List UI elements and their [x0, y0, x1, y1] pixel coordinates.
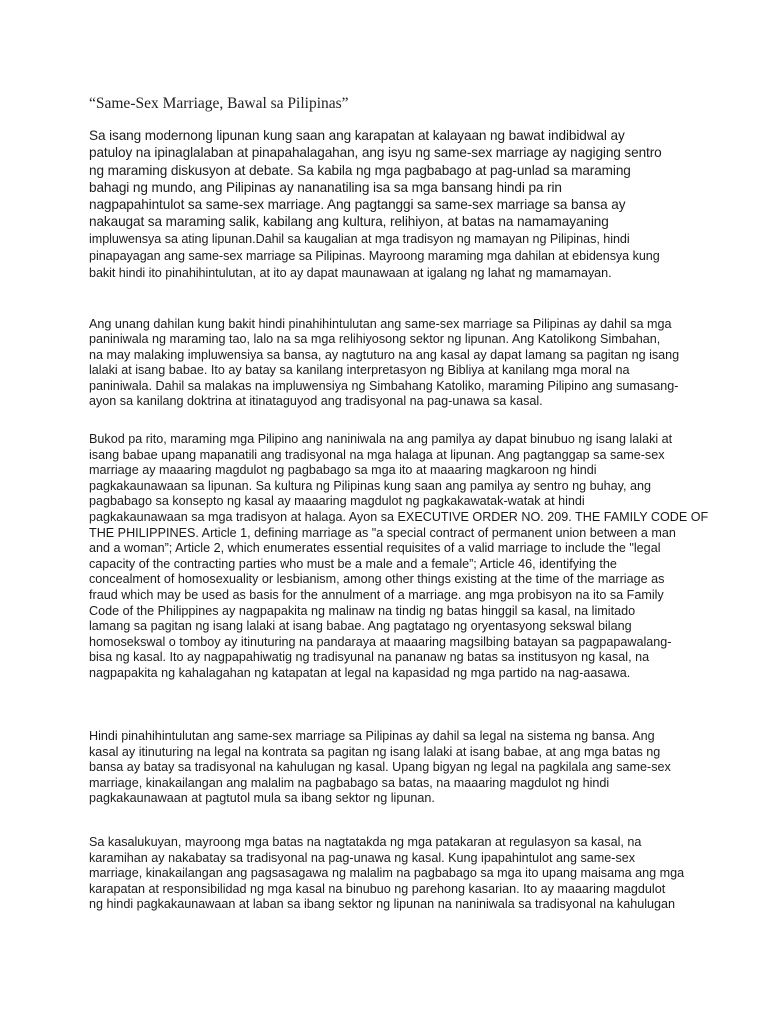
text-line: homosekswal o tomboy ay itinuturing na pandaraya at maaaring magsilbing batayan sa pagpapawalang-	[89, 634, 672, 649]
text-line: kasal ay itinuturing na legal na kontrata sa pagitan ng isang lalaki at isang babae, at ang mga batas ng	[89, 744, 661, 759]
text-line: THE PHILIPPINES. Article 1, defining marriage as "a special contract of permanent union between a man	[89, 525, 676, 540]
text-line: Hindi pinahihintulutan ang same-sex marriage sa Pilipinas ay dahil sa legal na sistema ng bansa. Ang	[89, 729, 655, 743]
text-line: Code of the Philippines ay nagpapakita ng malinaw na tindig ng batas hinggil sa kasal, na limitado	[89, 603, 636, 618]
text-line: bansa ay batay sa tradisyonal na kahulugan ng kasal. Upang bigyan ng legal na pagkilala ang same-sex	[89, 760, 671, 775]
text-line: isang babae upang mapanatili ang tradisyonal na mga halaga at lipunan. Ang pagtanggap sa same-sex	[89, 447, 665, 462]
text-line: bakit hindi ito pinahihintulutan, at ito ay dapat maunawaan at igalang ng lahat ng mamamayan.	[89, 266, 612, 281]
text-line: na may malaking impluwensiya sa bansa, ay nagtuturo na ang kasal ay dapat lamang sa pagitan ng isang	[89, 347, 680, 362]
text-line: pinapayagan ang same-sex marriage sa Pilipinas. Mayroong maraming mga dahilan at ebidensya kung	[89, 249, 660, 264]
text-line: Sa isang modernong lipunan kung saan ang karapatan at kalayaan ng bawat indibidwal ay	[89, 128, 625, 143]
paragraph-introduction	[89, 127, 689, 283]
text-line: marriage, kinakailangan ang malalim na pagbabago sa batas, na maaaring magdulot ng hindi	[89, 775, 610, 790]
text-line: marriage, kinakailangan ang pagsasagawa ng malalim na pagbabago sa mga ito upang maisama ang mga	[89, 866, 685, 881]
text-line: karapatan at responsibilidad ng mga kasal na binubuo ng parehong kasarian. Ito ay maaaring magdulot	[89, 881, 666, 896]
text-line: marriage ay maaaring magdulot ng pagbabago sa mga ito at maaaring magkaroon ng hindi	[89, 463, 597, 478]
text-line: bisa ng kasal. Ito ay nagpapahiwatig ng tradisyunal na pananaw ng batas sa institusyon ng kasal, na	[89, 650, 650, 665]
paragraph-religious-beliefs	[89, 317, 689, 409]
text-line: lamang sa pagitan ng isang lalaki at isang babae. Ang pagtatago ng oryentasyong sekswal bilang	[89, 619, 632, 634]
text-line: lalaki at isang babae. Ito ay batay sa kanilang interpretasyon ng Bibliya at kanilang mga moral na	[89, 363, 630, 378]
text-line: ng hindi pagkakaunawaan at laban sa ibang sektor ng lipunan na naniniwala sa tradisyonal na kahulugan	[89, 897, 676, 912]
text-line: concealment of homosexuality or lesbianism, among other things existing at the time of the marriage as	[89, 572, 665, 587]
paragraph-family-code	[89, 432, 709, 682]
text-line: paniniwala ng maraming tao, lalo na sa mga relihiyosong sektor ng lipunan. Ang Katolikong Simbahan,	[89, 332, 661, 347]
text-line: pagkakaunawaan sa mga tradisyon at halaga. Ayon sa EXECUTIVE ORDER NO. 209. THE FAMILY CODE OF	[89, 509, 709, 524]
text-line: Sa kasalukuyan, mayroong mga batas na nagtatakda ng mga patakaran at regulasyon sa kasal, na	[89, 835, 642, 849]
text-line: nagpapahintulot sa same-sex marriage. Ang pagtanggi sa same-sex marriage sa bansa ay	[89, 197, 626, 213]
text-line: nakaugat sa maraming salik, kabilang ang kultura, relihiyon, at batas na namamayaning	[89, 214, 609, 230]
text-line: bahagi ng mundo, ang Pilipinas ay nananatiling isa sa mga bansang hindi pa rin	[89, 179, 562, 195]
text-line: ng maraming diskusyon at debate. Sa kabila ng mga pagbabago at pag-unlad sa maraming	[89, 162, 631, 178]
text-line: and a woman”; Article 2, which enumerates essential requisites of a valid marriage to include the "legal	[89, 541, 661, 556]
text-line: Bukod pa rito, maraming mga Pilipino ang naniniwala na ang pamilya ay dapat binubuo ng isang lalaki at	[89, 432, 673, 446]
text-line: pagkakaunawaan at pagtutol mula sa ibang sektor ng lipunan.	[89, 791, 435, 806]
text-line: paniniwala. Dahil sa malakas na impluwensiya ng Simbahang Katoliko, maraming Pilipino ang sumasang-	[89, 378, 679, 393]
text-line: impluwensya sa ating lipunan.Dahil sa kaugalian at mga tradisyon ng mamayan ng Pilipinas, hindi	[89, 231, 630, 246]
text-line: karamihan ay nakabatay sa tradisyonal na pag-unawa ng kasal. Kung ipapahintulot ang same-sex	[89, 850, 636, 865]
text-line: ayon sa kanilang doktrina at itinataguyod ang tradisyonal na pag-unawa sa kasal.	[89, 394, 543, 409]
paragraph-current-laws	[89, 835, 689, 913]
text-line: capacity of the contracting parties who must be a male and a female”; Article 46, identifying the	[89, 556, 617, 571]
document-title: “Same-Sex Marriage, Bawal sa Pilipinas”	[89, 95, 349, 112]
text-line: nagpapakita ng kahalagahan ng katapatan at legal na kapasidad ng mga partido na nag-aasawa.	[89, 665, 631, 680]
text-line: pagkakaunawaan sa lipunan. Sa kultura ng Pilipinas kung saan ang pamilya ay sentro ng buhay, ang	[89, 478, 651, 493]
text-line: patuloy na ipinaglalaban at pinapahalagahan, ang isyu ng same-sex marriage ay nagiging sentro	[89, 145, 662, 161]
text-line: Ang unang dahilan kung bakit hindi pinahihintulutan ang same-sex marriage sa Pilipinas ay dahil sa mga	[89, 317, 672, 331]
text-line: fraud which may be used as basis for the annulment of a marriage. ang mga probisyon na ito sa Family	[89, 587, 664, 602]
paragraph-legal-system	[89, 729, 689, 807]
text-line: pagbabago sa konsepto ng kasal ay maaaring magdulot ng pagkakawatak-watak at hindi	[89, 494, 585, 509]
